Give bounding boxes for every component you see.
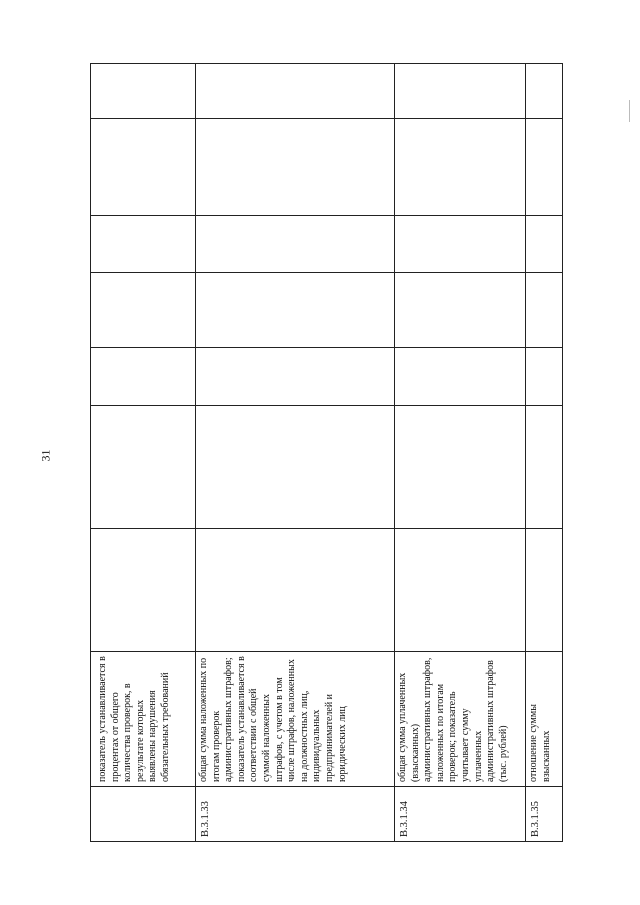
row-code [91, 787, 196, 842]
empty-cell [196, 64, 395, 119]
row-indicator: общая сумма уплаченных (взысканных) административных штрафов, наложенных по итогам проверок; показатель учитывает сумму уплаченных административных штрафов (тыс. рублей) [395, 652, 526, 787]
empty-cell [526, 348, 563, 406]
empty-cell [395, 348, 526, 406]
table-row [91, 64, 196, 842]
row-indicator: показатель устанавливается в процентах от общего количества проверок, в результате которых выявлены нарушения обязательных требований [91, 652, 196, 787]
empty-cell [395, 119, 526, 216]
empty-cell [196, 529, 395, 652]
empty-cell [91, 119, 196, 216]
table-row [526, 64, 563, 842]
empty-cell [91, 348, 196, 406]
table-row [196, 64, 395, 842]
indicators-table-rotated [90, 64, 550, 842]
indicators-table [90, 63, 563, 842]
empty-cell [91, 529, 196, 652]
row-code: В.3.1.34 [395, 787, 526, 842]
empty-cell [395, 406, 526, 529]
empty-cell [91, 406, 196, 529]
empty-cell [91, 64, 196, 119]
empty-cell [395, 273, 526, 348]
empty-cell [395, 64, 526, 119]
empty-cell [526, 216, 563, 273]
empty-cell [526, 406, 563, 529]
table-row [395, 64, 526, 842]
empty-cell [526, 273, 563, 348]
row-code: В.3.1.35 [526, 787, 563, 842]
empty-cell [196, 406, 395, 529]
empty-cell [526, 529, 563, 652]
page-edge-mark [629, 100, 630, 122]
row-indicator: общая сумма наложенных по итогам проверок административных штрафов; показатель устанавливается в соответствии с общей суммой наложенных штрафов, с учетом в том числе штрафов, наложенных на должностных лиц, индивидуальных предпринимателей и юридических лиц [196, 652, 395, 787]
empty-cell [196, 273, 395, 348]
empty-cell [526, 119, 563, 216]
empty-cell [395, 529, 526, 652]
empty-cell [91, 216, 196, 273]
row-code: В.3.1.33 [196, 787, 395, 842]
empty-cell [91, 273, 196, 348]
row-indicator: отношение суммы взысканных [526, 652, 563, 787]
empty-cell [196, 119, 395, 216]
page-number: 31 [38, 449, 53, 462]
empty-cell [526, 64, 563, 119]
empty-cell [196, 216, 395, 273]
empty-cell [196, 348, 395, 406]
empty-cell [395, 216, 526, 273]
